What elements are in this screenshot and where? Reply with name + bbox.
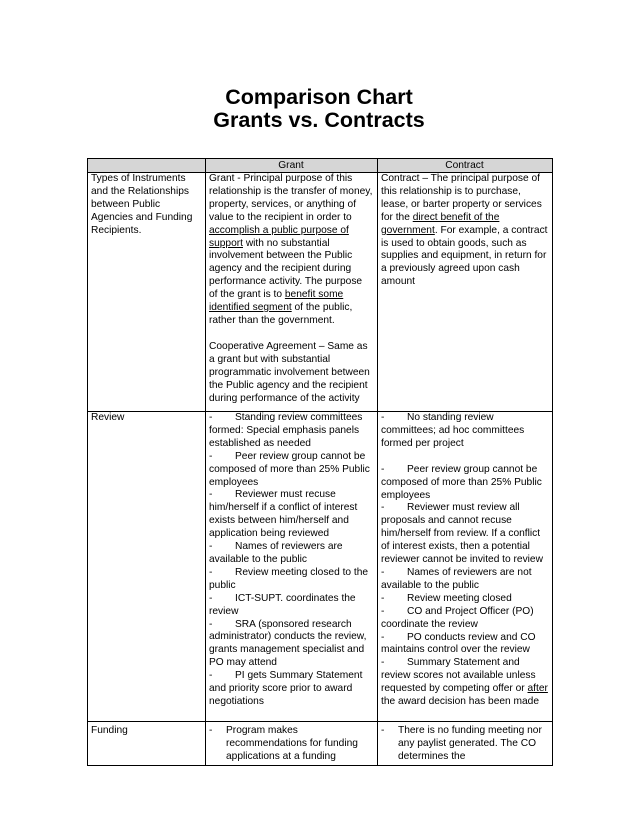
header-contract: Contract <box>378 159 553 173</box>
contract-definition: Contract – The principal purpose of this relationship is to purchase, lease, or barter property or services for the direct benefit of the government. For example, a contract is used to obtain goods, such as supplies and equipment, in return for a previously agreed upon cash amount <box>381 173 548 288</box>
list-item: - SRA (sponsored research administrator) conducts the review, grants management specialist and PO may attend <box>209 618 367 669</box>
list-item: - PI gets Summary Statement and priority score prior to award negotiations <box>209 670 363 707</box>
list-item: - Peer review group cannot be composed of more than 25% Public employees <box>209 450 370 488</box>
document-subtitle: Grants vs. Contracts <box>213 108 425 132</box>
list-item: - Review meeting closed <box>381 592 512 604</box>
row-label-instruments: Types of Instruments and the Relationships between Public Agencies and Funding Recipients. <box>88 173 206 412</box>
list-item: - PO conducts review and CO maintains control over the review <box>381 631 536 656</box>
grant-definition: Grant - Principal purpose of this relationship is the transfer of money, property, services, or anything of value to the recipient in order to accomplish a public purpose of support with no substantial involvement between the Public agency and the recipient during performance activity. The purpose of the grant is to benefit some identified segment of the public, rather than the government. <box>209 173 373 326</box>
grant-cell-instruments <box>206 173 378 412</box>
table-row <box>88 722 553 766</box>
header-grant: Grant <box>206 159 378 173</box>
grant-cell-funding <box>206 722 378 766</box>
document-title: Comparison Chart <box>225 85 413 109</box>
list-item: - No standing review committees; ad hoc committees formed per project <box>381 412 525 449</box>
cooperative-agreement-definition: Cooperative Agreement – Same as a grant but with substantial programmatic involvement between the Public agency and the recipient during performance of the activity <box>209 340 370 404</box>
list-item: - Review meeting closed to the public <box>209 566 369 591</box>
table-header-row <box>88 159 553 173</box>
contract-cell-funding <box>378 722 553 766</box>
list-item: - CO and Project Officer (PO) coordinate the review <box>381 605 534 630</box>
list-item: - Names of reviewers are not available to the public <box>381 566 532 591</box>
contract-cell-review <box>378 412 553 722</box>
comparison-table <box>87 158 553 766</box>
header-empty <box>88 159 206 173</box>
table-row <box>88 173 553 412</box>
list-item: - Names of reviewers are available to the public <box>209 541 343 565</box>
row-label-review: Review <box>88 412 206 722</box>
row-label-funding: Funding <box>88 722 206 766</box>
list-item: - Peer review group cannot be composed of more than 25% Public employees <box>381 463 542 501</box>
list-item: - Program makes recommendations for funding applications at a funding <box>209 725 358 762</box>
list-item: - Summary Statement and review scores not available unless requested by competing offer or after the award decision has been made <box>381 657 548 708</box>
list-item: - ICT-SUPT. coordinates the review <box>209 592 356 617</box>
grant-cell-review <box>206 412 378 722</box>
list-item: - Reviewer must recuse him/herself if a conflict of interest exists between him/herself and application being reviewed <box>209 489 358 540</box>
table-row <box>88 412 553 722</box>
list-item: - Reviewer must review all proposals and cannot recuse him/herself from review. If a conflict of interest exists, then a potential reviewer cannot be invited to review <box>381 502 543 566</box>
contract-cell-instruments <box>378 173 553 412</box>
list-item: - Standing review committees formed: Special emphasis panels established as needed <box>209 412 363 449</box>
list-item: - There is no funding meeting nor any paylist generated. The CO determines the <box>381 725 542 762</box>
